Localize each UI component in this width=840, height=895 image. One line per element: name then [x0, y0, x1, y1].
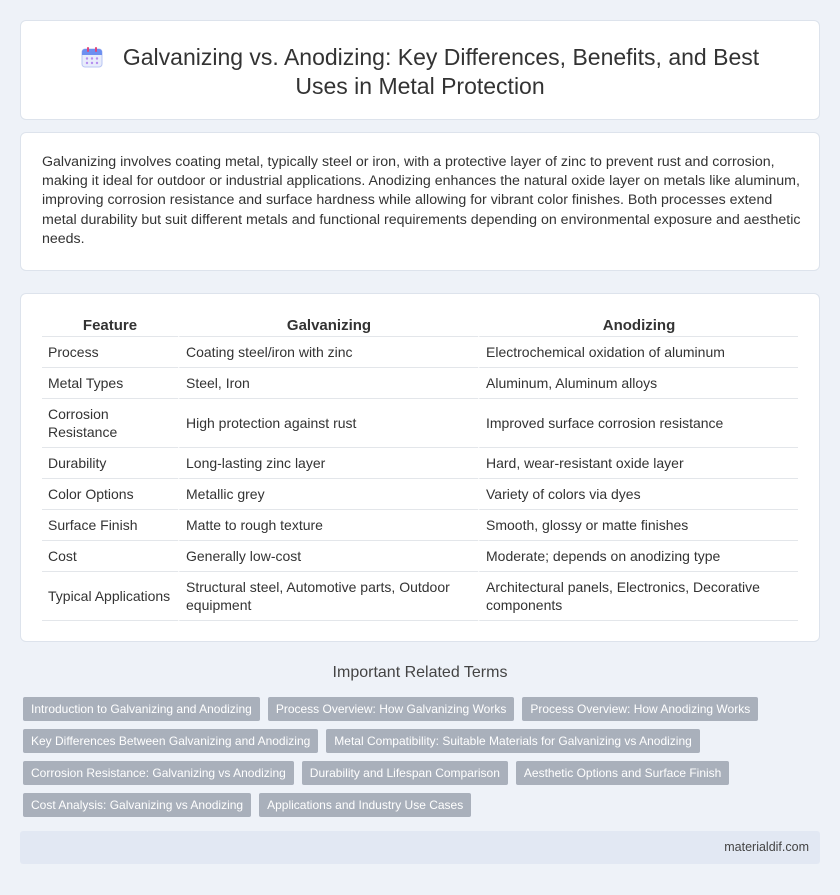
anodizing-cell: Smooth, glossy or matte finishes — [478, 510, 798, 541]
feature-cell: Corrosion Resistance — [42, 399, 178, 448]
anodizing-cell: Variety of colors via dyes — [478, 479, 798, 510]
table-row — [42, 479, 798, 510]
galvanizing-cell: Metallic grey — [178, 479, 478, 510]
related-term-link[interactable]: Introduction to Galvanizing and Anodizing — [23, 697, 260, 721]
table-row — [42, 399, 798, 448]
footer — [20, 831, 820, 864]
anodizing-cell: Aluminum, Aluminum alloys — [478, 368, 798, 399]
table-row — [42, 368, 798, 399]
feature-cell: Durability — [42, 448, 178, 479]
intro-paragraph: Galvanizing involves coating metal, typically steel or iron, with a protective layer of zinc to prevent rust and corrosion, making it ideal for outdoor or industrial applications. Anodizing enhances the natural oxide layer on metals like aluminum, improving corrosion resistance and surface hardness while allowing for vibrant color finishes. Both processes extend metal durability but suit different metals and functional requirements depending on environmental exposure and aesthetic needs. — [42, 154, 801, 247]
page-title — [21, 43, 819, 101]
related-term-link[interactable]: Process Overview: How Galvanizing Works — [268, 697, 515, 721]
anodizing-cell: Moderate; depends on anodizing type — [478, 541, 798, 572]
related-term-link[interactable]: Corrosion Resistance: Galvanizing vs Anodizing — [23, 761, 294, 785]
anodizing-cell: Hard, wear-resistant oxide layer — [478, 448, 798, 479]
footer-site-link[interactable]: materialdif.com — [724, 840, 809, 854]
header-galvanizing: Galvanizing — [178, 310, 478, 337]
feature-cell: Metal Types — [42, 368, 178, 399]
feature-cell: Color Options — [42, 479, 178, 510]
calendar-icon — [81, 46, 103, 68]
feature-cell: Typical Applications — [42, 572, 178, 621]
title-line-1: Galvanizing vs. Anodizing: Key Differences, Benefits, and Best — [122, 44, 760, 70]
table-row — [42, 572, 798, 621]
table-row — [42, 448, 798, 479]
related-term-link[interactable]: Applications and Industry Use Cases — [259, 793, 471, 817]
anodizing-cell: Improved surface corrosion resistance — [478, 399, 798, 448]
anodizing-cell: Electrochemical oxidation of aluminum — [478, 337, 798, 368]
feature-cell: Surface Finish — [42, 510, 178, 541]
galvanizing-cell: Matte to rough texture — [178, 510, 478, 541]
title-card — [20, 20, 820, 120]
table-row — [42, 541, 798, 572]
galvanizing-cell: Long-lasting zinc layer — [178, 448, 478, 479]
title-line-2: Uses in Metal Protection — [295, 73, 545, 99]
galvanizing-cell: High protection against rust — [178, 399, 478, 448]
related-term-link[interactable]: Aesthetic Options and Surface Finish — [516, 761, 729, 785]
header-feature: Feature — [42, 310, 178, 337]
related-term-link[interactable]: Key Differences Between Galvanizing and Anodizing — [23, 729, 318, 753]
anodizing-cell: Architectural panels, Electronics, Decorative components — [478, 572, 798, 621]
comparison-card — [20, 293, 820, 642]
intro-card — [20, 132, 820, 271]
galvanizing-cell: Structural steel, Automotive parts, Outdoor equipment — [178, 572, 478, 621]
related-terms-heading: Important Related Terms — [332, 664, 508, 681]
galvanizing-cell: Generally low-cost — [178, 541, 478, 572]
related-term-link[interactable]: Cost Analysis: Galvanizing vs Anodizing — [23, 793, 251, 817]
table-header-row — [42, 310, 798, 337]
galvanizing-cell: Steel, Iron — [178, 368, 478, 399]
table-row — [42, 510, 798, 541]
header-anodizing: Anodizing — [478, 310, 798, 337]
related-terms-list — [23, 697, 803, 817]
related-term-link[interactable]: Process Overview: How Anodizing Works — [522, 697, 758, 721]
related-term-link[interactable]: Durability and Lifespan Comparison — [302, 761, 508, 785]
feature-cell: Cost — [42, 541, 178, 572]
table-row — [42, 337, 798, 368]
related-term-link[interactable]: Metal Compatibility: Suitable Materials for Galvanizing vs Anodizing — [326, 729, 700, 753]
feature-cell: Process — [42, 337, 178, 368]
galvanizing-cell: Coating steel/iron with zinc — [178, 337, 478, 368]
comparison-table — [42, 310, 798, 621]
